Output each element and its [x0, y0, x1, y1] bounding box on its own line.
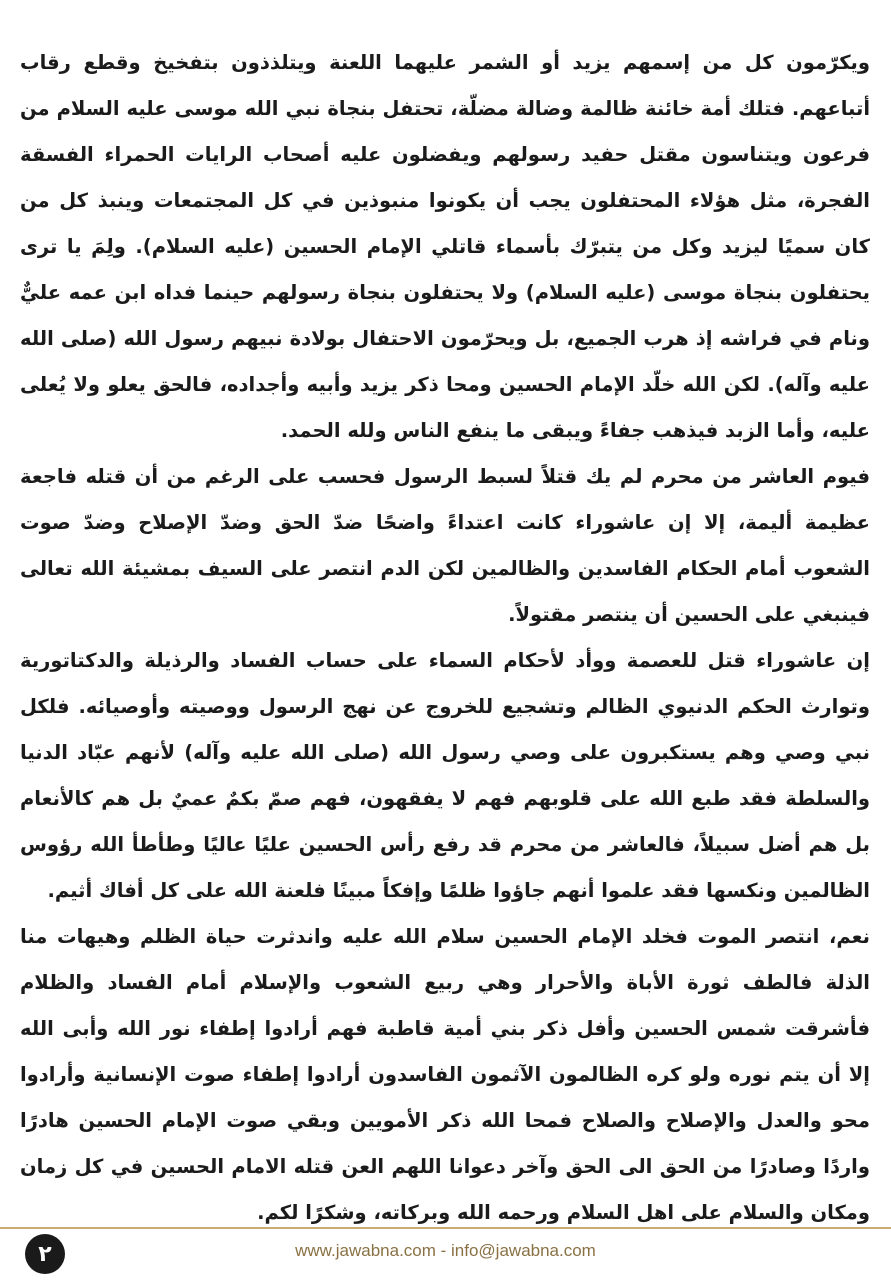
paragraph-3: إن عاشوراء قتل للعصمة ووأد لأحكام السماء على حساب الفساد والرذيلة والدكتاتورية وتوارث الحكم الدنيوي الظالم وتشجيع للخروج عن نهج الرسول ووصيته وأوصيائه. فلكل نبي وصي وهم يستكبرون على وصي رسول الله (صلى الله عليه وآله) لأنهم عبّاد الدنيا والسلطة فقد طبع الله على قلوبهم فهم لا يفقهون، فهم صمّ بكمٌ عميٌ بل هم كالأنعام بل هم أضل سبيلاً، فالعاشر من محرم قد رفع رأس الحسين عليًا عاليًا وطأطأ الله رؤوس الظالمين ونكسها فقد علموا أنهم جاؤوا ظلمًا وإفكاً مبينًا فلعنة الله على كل أفاك أثيم. — [20, 649, 870, 902]
page-number-badge: ٢ — [25, 1234, 65, 1274]
paragraph-1: ويكرّمون كل من إسمهم يزيد أو الشمر عليهما اللعنة ويتلذذون بتفخيخ وقطع رقاب أتباعهم. فتلك أمة خائنة ظالمة وضالة مضلّة، تحتفل بنجاة نبي الله موسى عليه السلام من فرعون ويتناسون مقتل حفيد رسولهم ويفضلون عليه أصحاب الرايات الحمراء الفسقة الفجرة، مثل هؤلاء المحتفلون يجب أن يكونوا منبوذين في كل المجتمعات وينبذ كل من كان سميًا ليزيد وكل من يتبرّك بأسماء قاتلي الإمام الحسين (عليه السلام). ولِمَ يا ترى يحتفلون بنجاة موسى (عليه السلام) ولا يحتفلون بنجاة رسولهم حينما فداه ابن عمه عليٌّ ونام في فراشه إذ هرب الجميع، بل ويحرّمون الاحتفال بولادة نبيهم رسول الله (صلى الله عليه وآله). لكن الله خلّد الإمام الحسين ومحا ذكر يزيد وأبيه وأجداده، فالحق يعلو ولا يُعلى عليه، وأما الزبد فيذهب جفاءً ويبقى ما ينفع الناس ولله الحمد. — [20, 51, 870, 442]
footer-divider — [0, 1227, 891, 1229]
paragraph-4: نعم، انتصر الموت فخلد الإمام الحسين سلام الله عليه واندثرت حياة الظلم وهيهات منا الذلة فالطف ثورة الأباة والأحرار وهي ربيع الشعوب والإسلام أمام الفساد والظلام فأشرقت شمس الحسين وأفل ذكر بني أمية قاطبة فهم أرادوا إطفاء نور الله وأبى الله إلا أن يتم نوره ولو كره الظالمون الآثمون الفاسدون أرادوا إطفاء صوت الإنسانية وأرادوا محو والعدل والإصلاح والصلاح فمحا الله ذكر الأمويين وبقي صوت الإمام الحسين هادرًا واردًا وصادرًا من الحق الى الحق وآخر دعوانا اللهم العن قتله الامام الحسين في كل زمان ومكان والسلام على اهل السلام ورحمه الله وبركاته، وشكرًا لكم. — [20, 925, 870, 1224]
paragraph-2: فيوم العاشر من محرم لم يك قتلاً لسبط الرسول فحسب على الرغم من أن قتله فاجعة عظيمة أليمة، إلا إن عاشوراء كانت اعتداءً واضحًا ضدّ الحق وضدّ الإصلاح وضدّ صوت الشعوب أمام الحكام الفاسدين والظالمين لكن الدم انتصر على السيف بمشيئة الله تعالى فينبغي على الحسين أن ينتصر مقتولاً. — [20, 465, 870, 626]
footer-contact-links[interactable]: www.jawabna.com - info@jawabna.com — [295, 1241, 596, 1260]
article-body — [20, 40, 870, 1236]
